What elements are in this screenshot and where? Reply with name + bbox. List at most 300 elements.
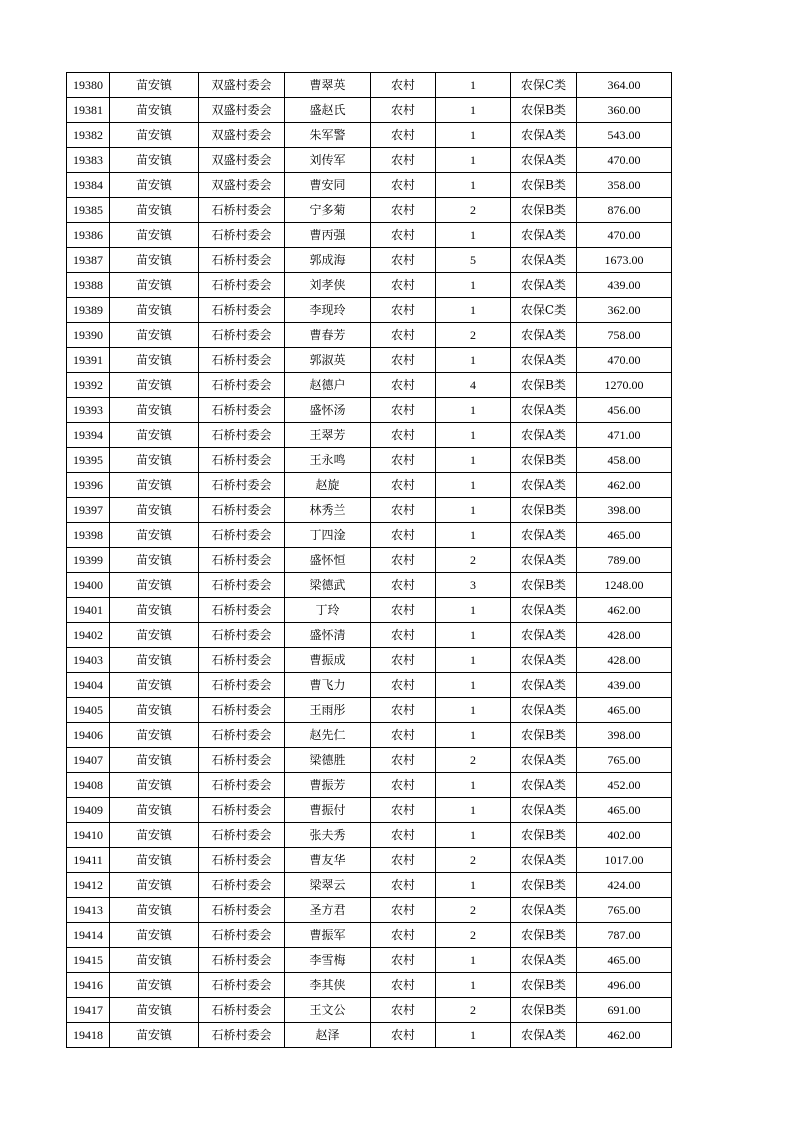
- cell-amount: 496.00: [577, 973, 672, 998]
- cell-town: 苗安镇: [110, 473, 199, 498]
- cell-amount: 1270.00: [577, 373, 672, 398]
- cell-count: 1: [436, 498, 511, 523]
- cell-count: 1: [436, 173, 511, 198]
- cell-town: 苗安镇: [110, 573, 199, 598]
- cell-village: 石桥村委会: [199, 448, 285, 473]
- cell-town: 苗安镇: [110, 98, 199, 123]
- cell-name: 曹翠英: [285, 73, 371, 98]
- cell-amount: 787.00: [577, 923, 672, 948]
- cell-town: 苗安镇: [110, 623, 199, 648]
- cell-village: 石桥村委会: [199, 473, 285, 498]
- cell-town: 苗安镇: [110, 748, 199, 773]
- cell-category: 农保A类: [511, 523, 577, 548]
- cell-amount: 439.00: [577, 273, 672, 298]
- cell-area: 农村: [371, 98, 436, 123]
- cell-id: 19412: [67, 873, 110, 898]
- cell-id: 19417: [67, 998, 110, 1023]
- table-row: [67, 348, 672, 373]
- cell-area: 农村: [371, 773, 436, 798]
- cell-id: 19403: [67, 648, 110, 673]
- cell-name: 李其侠: [285, 973, 371, 998]
- cell-amount: 1673.00: [577, 248, 672, 273]
- cell-category: 农保A类: [511, 798, 577, 823]
- cell-town: 苗安镇: [110, 673, 199, 698]
- cell-count: 2: [436, 198, 511, 223]
- cell-id: 19418: [67, 1023, 110, 1048]
- cell-category: 农保B类: [511, 923, 577, 948]
- cell-town: 苗安镇: [110, 148, 199, 173]
- allowance-ledger-table: [66, 72, 672, 1048]
- cell-id: 19380: [67, 73, 110, 98]
- cell-category: 农保A类: [511, 273, 577, 298]
- cell-category: 农保A类: [511, 898, 577, 923]
- cell-village: 石桥村委会: [199, 1023, 285, 1048]
- table-row: [67, 798, 672, 823]
- cell-id: 19385: [67, 198, 110, 223]
- cell-amount: 462.00: [577, 598, 672, 623]
- cell-area: 农村: [371, 223, 436, 248]
- cell-town: 苗安镇: [110, 923, 199, 948]
- cell-id: 19391: [67, 348, 110, 373]
- cell-area: 农村: [371, 673, 436, 698]
- cell-town: 苗安镇: [110, 348, 199, 373]
- cell-amount: 452.00: [577, 773, 672, 798]
- table-row: [67, 423, 672, 448]
- cell-village: 石桥村委会: [199, 373, 285, 398]
- cell-town: 苗安镇: [110, 198, 199, 223]
- cell-id: 19415: [67, 948, 110, 973]
- cell-category: 农保B类: [511, 823, 577, 848]
- table-row: [67, 98, 672, 123]
- cell-village: 石桥村委会: [199, 523, 285, 548]
- cell-village: 石桥村委会: [199, 648, 285, 673]
- cell-town: 苗安镇: [110, 123, 199, 148]
- cell-area: 农村: [371, 848, 436, 873]
- cell-village: 石桥村委会: [199, 298, 285, 323]
- cell-amount: 470.00: [577, 223, 672, 248]
- cell-id: 19414: [67, 923, 110, 948]
- table-row: [67, 723, 672, 748]
- table-row: [67, 648, 672, 673]
- cell-amount: 765.00: [577, 748, 672, 773]
- cell-area: 农村: [371, 323, 436, 348]
- cell-area: 农村: [371, 523, 436, 548]
- cell-village: 石桥村委会: [199, 823, 285, 848]
- cell-amount: 691.00: [577, 998, 672, 1023]
- cell-amount: 789.00: [577, 548, 672, 573]
- table-row: [67, 73, 672, 98]
- cell-name: 王永鸣: [285, 448, 371, 473]
- cell-area: 农村: [371, 598, 436, 623]
- table-row: [67, 148, 672, 173]
- cell-category: 农保A类: [511, 698, 577, 723]
- cell-id: 19384: [67, 173, 110, 198]
- cell-village: 石桥村委会: [199, 798, 285, 823]
- cell-area: 农村: [371, 698, 436, 723]
- cell-town: 苗安镇: [110, 498, 199, 523]
- cell-amount: 458.00: [577, 448, 672, 473]
- cell-village: 石桥村委会: [199, 498, 285, 523]
- cell-name: 梁德胜: [285, 748, 371, 773]
- cell-name: 刘孝侠: [285, 273, 371, 298]
- cell-count: 1: [436, 73, 511, 98]
- cell-name: 曹飞力: [285, 673, 371, 698]
- cell-town: 苗安镇: [110, 823, 199, 848]
- cell-village: 石桥村委会: [199, 848, 285, 873]
- cell-area: 农村: [371, 173, 436, 198]
- cell-name: 曹丙强: [285, 223, 371, 248]
- cell-amount: 470.00: [577, 148, 672, 173]
- cell-count: 2: [436, 998, 511, 1023]
- cell-name: 曹安同: [285, 173, 371, 198]
- cell-id: 19400: [67, 573, 110, 598]
- cell-category: 农保A类: [511, 248, 577, 273]
- cell-village: 双盛村委会: [199, 73, 285, 98]
- cell-count: 1: [436, 973, 511, 998]
- cell-amount: 364.00: [577, 73, 672, 98]
- cell-id: 19411: [67, 848, 110, 873]
- table-row: [67, 573, 672, 598]
- table-row: [67, 623, 672, 648]
- cell-name: 王雨彤: [285, 698, 371, 723]
- cell-id: 19390: [67, 323, 110, 348]
- cell-name: 赵德户: [285, 373, 371, 398]
- table-row: [67, 873, 672, 898]
- cell-count: 1: [436, 223, 511, 248]
- cell-area: 农村: [371, 823, 436, 848]
- cell-count: 1: [436, 948, 511, 973]
- cell-count: 1: [436, 148, 511, 173]
- cell-name: 林秀兰: [285, 498, 371, 523]
- cell-area: 农村: [371, 423, 436, 448]
- cell-category: 农保B类: [511, 98, 577, 123]
- cell-id: 19386: [67, 223, 110, 248]
- cell-amount: 360.00: [577, 98, 672, 123]
- table-row: [67, 923, 672, 948]
- cell-count: 1: [436, 98, 511, 123]
- cell-town: 苗安镇: [110, 873, 199, 898]
- cell-area: 农村: [371, 548, 436, 573]
- cell-amount: 424.00: [577, 873, 672, 898]
- cell-count: 2: [436, 898, 511, 923]
- cell-amount: 876.00: [577, 198, 672, 223]
- cell-name: 赵先仁: [285, 723, 371, 748]
- cell-town: 苗安镇: [110, 73, 199, 98]
- table-row: [67, 548, 672, 573]
- cell-amount: 456.00: [577, 398, 672, 423]
- cell-id: 19404: [67, 673, 110, 698]
- cell-area: 农村: [371, 498, 436, 523]
- cell-amount: 1017.00: [577, 848, 672, 873]
- table-row: [67, 748, 672, 773]
- cell-name: 盛怀清: [285, 623, 371, 648]
- table-row: [67, 223, 672, 248]
- cell-category: 农保A类: [511, 548, 577, 573]
- cell-count: 1: [436, 298, 511, 323]
- cell-village: 石桥村委会: [199, 348, 285, 373]
- table-row: [67, 323, 672, 348]
- cell-name: 盛赵氏: [285, 98, 371, 123]
- cell-name: 赵旋: [285, 473, 371, 498]
- cell-id: 19413: [67, 898, 110, 923]
- cell-name: 梁翠云: [285, 873, 371, 898]
- cell-name: 梁德武: [285, 573, 371, 598]
- cell-area: 农村: [371, 1023, 436, 1048]
- cell-count: 1: [436, 598, 511, 623]
- cell-area: 农村: [371, 998, 436, 1023]
- ledger-body: [67, 73, 672, 1048]
- cell-id: 19397: [67, 498, 110, 523]
- cell-id: 19410: [67, 823, 110, 848]
- cell-name: 王文公: [285, 998, 371, 1023]
- cell-area: 农村: [371, 373, 436, 398]
- cell-area: 农村: [371, 973, 436, 998]
- cell-count: 1: [436, 1023, 511, 1048]
- table-row: [67, 373, 672, 398]
- cell-id: 19395: [67, 448, 110, 473]
- cell-id: 19392: [67, 373, 110, 398]
- cell-area: 农村: [371, 873, 436, 898]
- cell-category: 农保B类: [511, 498, 577, 523]
- table-row: [67, 198, 672, 223]
- cell-count: 1: [436, 673, 511, 698]
- cell-village: 石桥村委会: [199, 748, 285, 773]
- cell-area: 农村: [371, 148, 436, 173]
- cell-id: 19382: [67, 123, 110, 148]
- cell-area: 农村: [371, 948, 436, 973]
- cell-category: 农保C类: [511, 298, 577, 323]
- cell-area: 农村: [371, 798, 436, 823]
- cell-amount: 402.00: [577, 823, 672, 848]
- cell-amount: 398.00: [577, 723, 672, 748]
- cell-id: 19381: [67, 98, 110, 123]
- cell-count: 1: [436, 473, 511, 498]
- cell-id: 19399: [67, 548, 110, 573]
- cell-village: 石桥村委会: [199, 998, 285, 1023]
- cell-category: 农保A类: [511, 1023, 577, 1048]
- cell-count: 1: [436, 398, 511, 423]
- cell-count: 1: [436, 448, 511, 473]
- cell-village: 石桥村委会: [199, 223, 285, 248]
- cell-count: 4: [436, 373, 511, 398]
- cell-id: 19408: [67, 773, 110, 798]
- cell-area: 农村: [371, 398, 436, 423]
- cell-amount: 428.00: [577, 648, 672, 673]
- cell-village: 石桥村委会: [199, 673, 285, 698]
- cell-village: 石桥村委会: [199, 273, 285, 298]
- cell-town: 苗安镇: [110, 848, 199, 873]
- table-row: [67, 998, 672, 1023]
- cell-name: 曹友华: [285, 848, 371, 873]
- table-row: [67, 273, 672, 298]
- cell-id: 19393: [67, 398, 110, 423]
- cell-area: 农村: [371, 348, 436, 373]
- cell-village: 石桥村委会: [199, 923, 285, 948]
- cell-village: 双盛村委会: [199, 173, 285, 198]
- cell-amount: 462.00: [577, 1023, 672, 1048]
- cell-category: 农保A类: [511, 323, 577, 348]
- cell-count: 1: [436, 273, 511, 298]
- cell-category: 农保A类: [511, 598, 577, 623]
- cell-category: 农保A类: [511, 148, 577, 173]
- cell-area: 农村: [371, 723, 436, 748]
- table-row: [67, 473, 672, 498]
- cell-village: 双盛村委会: [199, 123, 285, 148]
- cell-name: 曹振付: [285, 798, 371, 823]
- cell-category: 农保B类: [511, 998, 577, 1023]
- cell-category: 农保B类: [511, 973, 577, 998]
- cell-category: 农保B类: [511, 573, 577, 598]
- cell-village: 石桥村委会: [199, 598, 285, 623]
- cell-category: 农保A类: [511, 473, 577, 498]
- cell-count: 1: [436, 423, 511, 448]
- cell-count: 2: [436, 923, 511, 948]
- cell-name: 郭成海: [285, 248, 371, 273]
- cell-town: 苗安镇: [110, 698, 199, 723]
- cell-id: 19401: [67, 598, 110, 623]
- cell-town: 苗安镇: [110, 948, 199, 973]
- cell-count: 2: [436, 848, 511, 873]
- cell-town: 苗安镇: [110, 723, 199, 748]
- table-row: [67, 123, 672, 148]
- cell-village: 双盛村委会: [199, 148, 285, 173]
- cell-name: 朱军警: [285, 123, 371, 148]
- cell-amount: 462.00: [577, 473, 672, 498]
- cell-area: 农村: [371, 473, 436, 498]
- cell-amount: 362.00: [577, 298, 672, 323]
- table-row: [67, 848, 672, 873]
- cell-category: 农保B类: [511, 173, 577, 198]
- cell-category: 农保B类: [511, 198, 577, 223]
- cell-amount: 758.00: [577, 323, 672, 348]
- cell-village: 石桥村委会: [199, 973, 285, 998]
- cell-area: 农村: [371, 623, 436, 648]
- cell-amount: 465.00: [577, 523, 672, 548]
- cell-count: 1: [436, 723, 511, 748]
- cell-village: 双盛村委会: [199, 98, 285, 123]
- cell-name: 赵泽: [285, 1023, 371, 1048]
- cell-count: 1: [436, 348, 511, 373]
- cell-village: 石桥村委会: [199, 948, 285, 973]
- cell-id: 19398: [67, 523, 110, 548]
- cell-id: 19407: [67, 748, 110, 773]
- cell-village: 石桥村委会: [199, 423, 285, 448]
- cell-town: 苗安镇: [110, 223, 199, 248]
- cell-town: 苗安镇: [110, 323, 199, 348]
- cell-id: 19416: [67, 973, 110, 998]
- table-row: [67, 298, 672, 323]
- cell-count: 1: [436, 873, 511, 898]
- cell-count: 1: [436, 123, 511, 148]
- table-row: [67, 523, 672, 548]
- cell-id: 19388: [67, 273, 110, 298]
- cell-count: 2: [436, 323, 511, 348]
- cell-village: 石桥村委会: [199, 773, 285, 798]
- cell-amount: 471.00: [577, 423, 672, 448]
- cell-count: 1: [436, 823, 511, 848]
- table-row: [67, 1023, 672, 1048]
- cell-category: 农保B类: [511, 448, 577, 473]
- cell-id: 19406: [67, 723, 110, 748]
- cell-amount: 543.00: [577, 123, 672, 148]
- cell-count: 3: [436, 573, 511, 598]
- cell-name: 盛怀汤: [285, 398, 371, 423]
- cell-amount: 765.00: [577, 898, 672, 923]
- cell-name: 李雪梅: [285, 948, 371, 973]
- cell-town: 苗安镇: [110, 998, 199, 1023]
- cell-town: 苗安镇: [110, 273, 199, 298]
- cell-id: 19387: [67, 248, 110, 273]
- table-row: [67, 698, 672, 723]
- cell-village: 石桥村委会: [199, 873, 285, 898]
- cell-id: 19402: [67, 623, 110, 648]
- cell-category: 农保A类: [511, 223, 577, 248]
- cell-name: 张夫秀: [285, 823, 371, 848]
- cell-amount: 470.00: [577, 348, 672, 373]
- cell-id: 19383: [67, 148, 110, 173]
- cell-name: 宁多菊: [285, 198, 371, 223]
- cell-name: 王翠芳: [285, 423, 371, 448]
- table-row: [67, 823, 672, 848]
- cell-area: 农村: [371, 923, 436, 948]
- cell-area: 农村: [371, 898, 436, 923]
- cell-id: 19396: [67, 473, 110, 498]
- table-row: [67, 973, 672, 998]
- cell-amount: 428.00: [577, 623, 672, 648]
- cell-town: 苗安镇: [110, 598, 199, 623]
- cell-category: 农保A类: [511, 648, 577, 673]
- cell-name: 丁四淦: [285, 523, 371, 548]
- cell-amount: 465.00: [577, 698, 672, 723]
- cell-name: 圣方君: [285, 898, 371, 923]
- cell-count: 1: [436, 623, 511, 648]
- cell-town: 苗安镇: [110, 448, 199, 473]
- table-row: [67, 773, 672, 798]
- cell-category: 农保A类: [511, 948, 577, 973]
- cell-category: 农保A类: [511, 673, 577, 698]
- table-row: [67, 948, 672, 973]
- cell-amount: 398.00: [577, 498, 672, 523]
- cell-count: 2: [436, 548, 511, 573]
- cell-name: 盛怀恒: [285, 548, 371, 573]
- cell-count: 1: [436, 798, 511, 823]
- cell-area: 农村: [371, 298, 436, 323]
- cell-name: 曹振军: [285, 923, 371, 948]
- cell-id: 19389: [67, 298, 110, 323]
- cell-amount: 465.00: [577, 948, 672, 973]
- cell-town: 苗安镇: [110, 773, 199, 798]
- cell-village: 石桥村委会: [199, 398, 285, 423]
- cell-amount: 358.00: [577, 173, 672, 198]
- cell-town: 苗安镇: [110, 173, 199, 198]
- cell-category: 农保C类: [511, 73, 577, 98]
- cell-category: 农保B类: [511, 873, 577, 898]
- cell-village: 石桥村委会: [199, 248, 285, 273]
- cell-category: 农保A类: [511, 348, 577, 373]
- cell-area: 农村: [371, 573, 436, 598]
- cell-count: 1: [436, 648, 511, 673]
- cell-village: 石桥村委会: [199, 198, 285, 223]
- cell-town: 苗安镇: [110, 298, 199, 323]
- cell-area: 农村: [371, 748, 436, 773]
- cell-town: 苗安镇: [110, 648, 199, 673]
- cell-id: 19405: [67, 698, 110, 723]
- cell-town: 苗安镇: [110, 423, 199, 448]
- cell-village: 石桥村委会: [199, 898, 285, 923]
- cell-name: 丁玲: [285, 598, 371, 623]
- cell-name: 曹振芳: [285, 773, 371, 798]
- cell-id: 19409: [67, 798, 110, 823]
